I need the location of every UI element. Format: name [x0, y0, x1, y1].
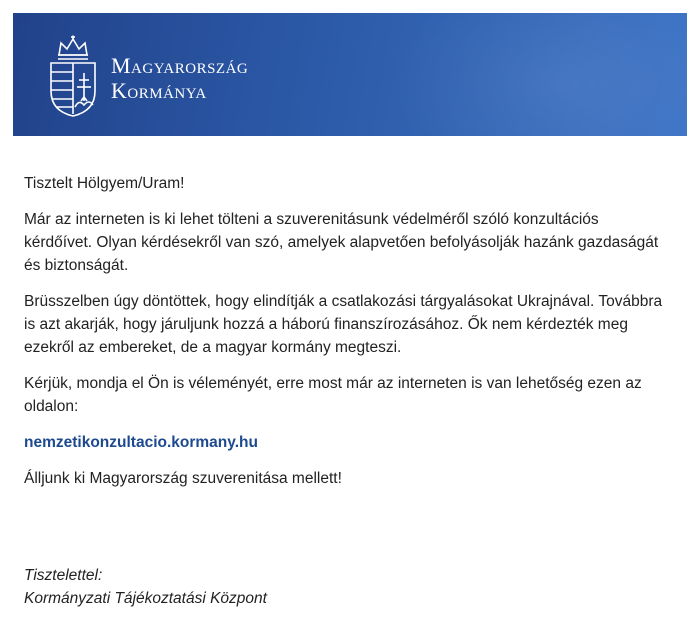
brand-title	[111, 53, 248, 103]
signature-sender: Kormányzati Tájékoztatási Központ	[24, 590, 267, 607]
hungarian-coat-of-arms-icon	[47, 35, 99, 117]
greeting: Tisztelt Hölgyem/Uram!	[24, 175, 185, 192]
consultation-link[interactable]: nemzetikonzultacio.kormany.hu	[24, 434, 258, 451]
header-banner	[13, 13, 687, 136]
closing-line: Álljunk ki Magyarország szuverenitása mellett!	[24, 470, 342, 487]
brand-line-2: Kormánya	[111, 78, 207, 103]
letter-body	[24, 172, 664, 503]
brand-line-1: Magyarország	[111, 53, 249, 78]
paragraph-1: Már az interneten is ki lehet tölteni a szuverenitásunk védelméről szóló konzultációs kérdőívet. Olyan kérdésekről van szó, amelyek alapvetően befolyásolják hazánk gazdaságát és biztonságát.	[24, 211, 659, 274]
paragraph-3: Kérjük, mondja el Ön is véleményét, erre most már az interneten is van lehetőség ezen az oldalon:	[24, 375, 642, 415]
signature-salutation: Tisztelettel:	[24, 567, 103, 584]
paragraph-2: Brüsszelben úgy döntöttek, hogy elindítják a csatlakozási tárgyalásokat Ukrajnával. Továbbra is azt akarják, hogy járuljunk hozzá a háború finanszírozásához. Ők nem kérdezték meg ezekről az embereket, de a magyar kormány megteszi.	[24, 293, 663, 356]
signature	[24, 564, 267, 610]
